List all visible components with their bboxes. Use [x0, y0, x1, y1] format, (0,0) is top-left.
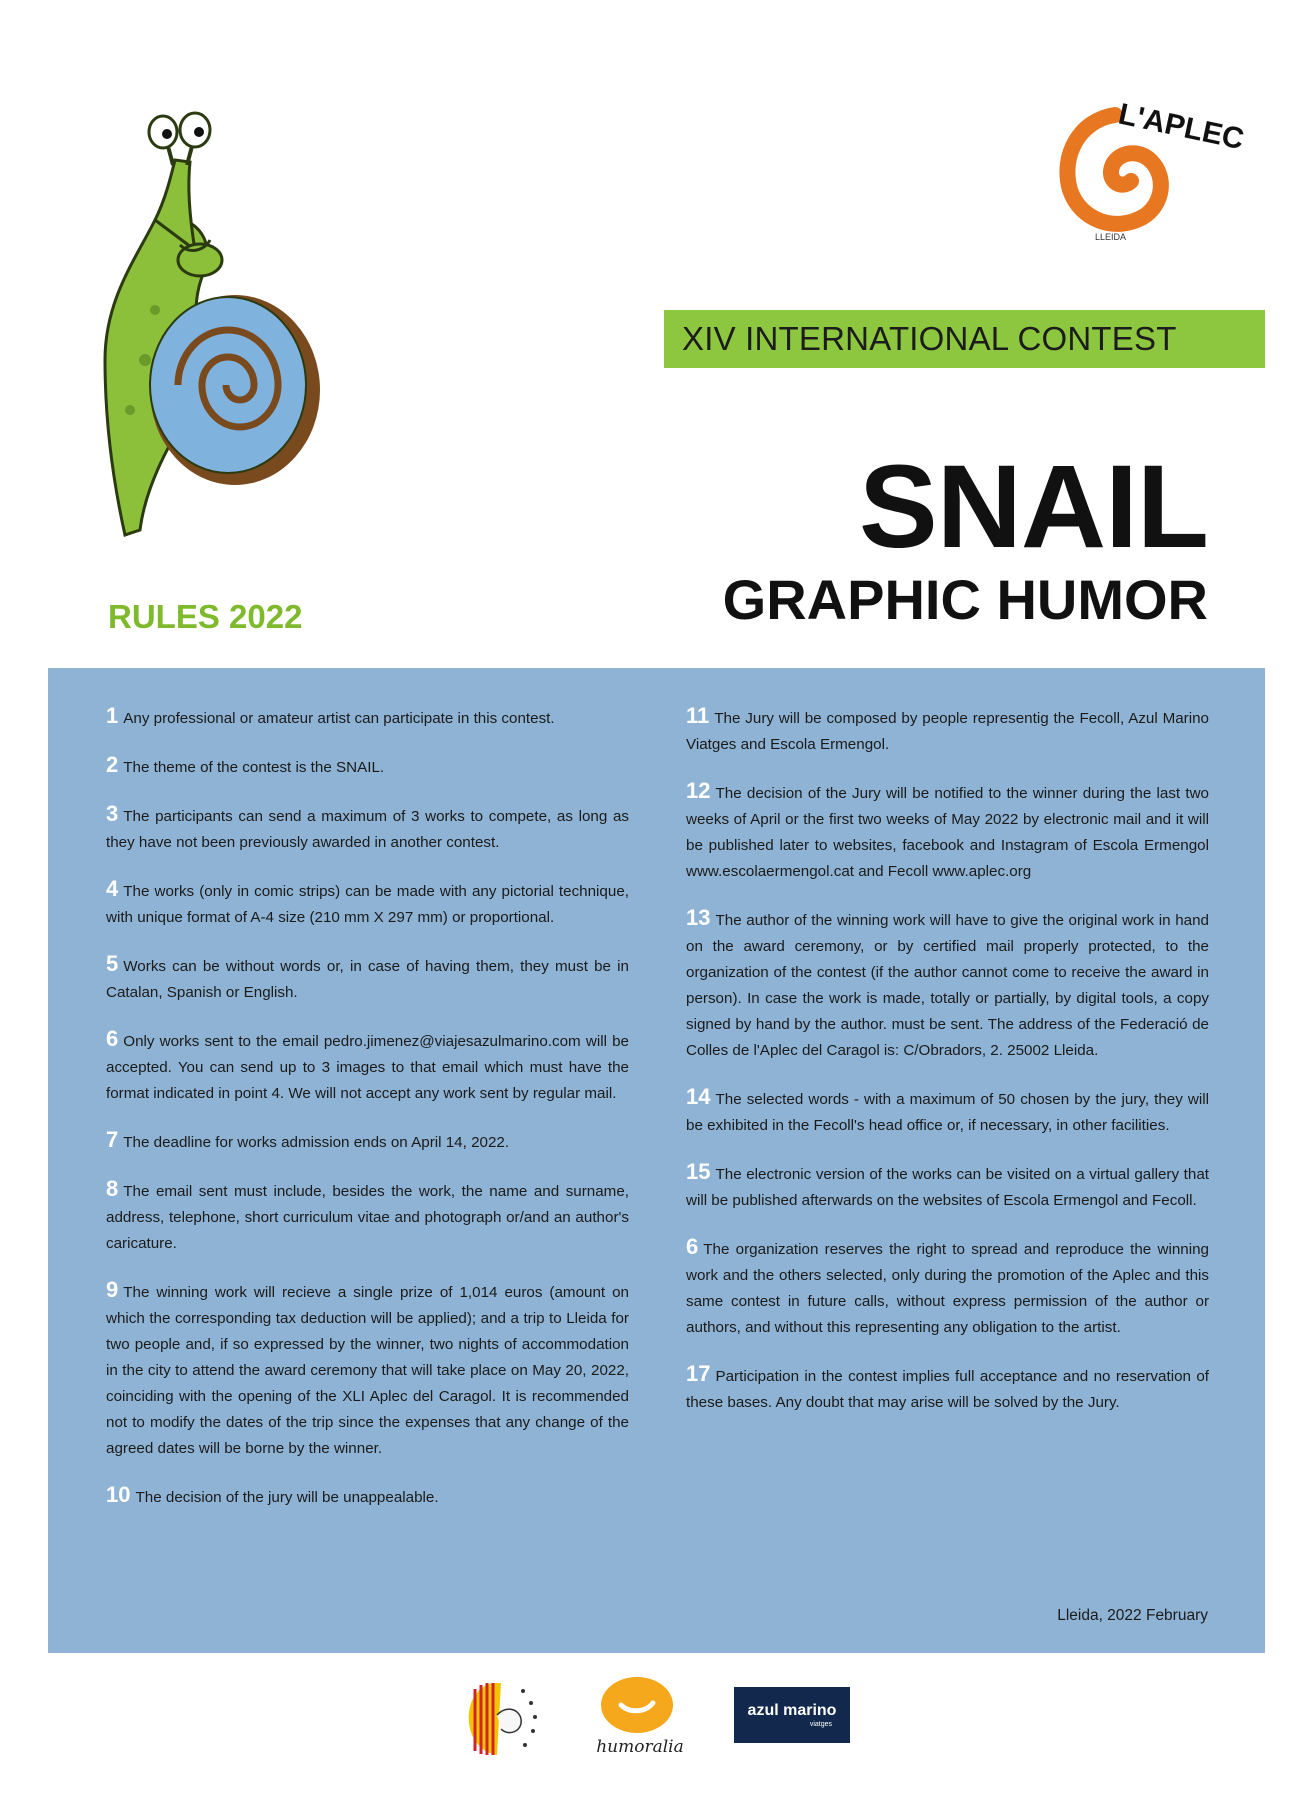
rule-item [686, 1084, 1209, 1139]
rule-number: 6 [106, 1026, 119, 1051]
rule-text: The theme of the contest is the SNAIL. [123, 759, 385, 776]
rule-number: 11 [686, 703, 710, 728]
rules-column-left [106, 703, 629, 1531]
humoralia-sponsor-logo [585, 1675, 695, 1765]
rule-item [106, 1176, 629, 1257]
rule-item [106, 1026, 629, 1107]
rule-number: 13 [686, 905, 711, 930]
rule-text: The decision of the jury will be unappealable. [135, 1489, 439, 1506]
rule-item [106, 1277, 629, 1462]
rule-item [106, 1482, 629, 1511]
rule-text: Any professional or amateur artist can participate in this contest. [123, 710, 555, 727]
rule-number: 5 [106, 951, 119, 976]
rule-number: 1 [106, 703, 119, 728]
aplec-lleida-logo [1055, 95, 1247, 245]
rule-number: 2 [106, 752, 119, 777]
rule-item [686, 1234, 1209, 1341]
rule-text: The winning work will recieve a single prize of 1,014 euros (amount on which the corresponding tax deduction will be applied); and a trip to Lleida for two people and, if so expressed by the winner, two nights of accommodation in the city to attend the award ceremony that will take place on May 20, 2022, coinciding with the opening of the XLI Aplec del Caragol. It is recommended not to modify the dates of the trip since the expenses that any change of the agreed dates will be borne by the winner. [106, 1284, 629, 1457]
snail-mascot-illustration [95, 110, 325, 540]
rule-item [106, 752, 629, 781]
rule-item [106, 876, 629, 931]
rule-number: 15 [686, 1159, 711, 1184]
rule-item [686, 703, 1209, 758]
rule-text: Only works sent to the email pedro.jimenez@viajesazulmarino.com will be accepted. You can send up to 3 images to that email which must have the format indicated in point 4. We will not accept any work sent by regular mail. [106, 1033, 629, 1102]
rule-text: The electronic version of the works can be visited on a virtual gallery that will be published afterwards on the websites of Escola Ermengol and Fecoll. [686, 1166, 1209, 1209]
rule-number: 12 [686, 778, 711, 803]
rule-text: Works can be without words or, in case of having them, they must be in Catalan, Spanish or English. [106, 958, 629, 1001]
humoralia-wordmark: humoralia [596, 1737, 684, 1757]
rule-number: 14 [686, 1084, 711, 1109]
rule-item [106, 801, 629, 856]
rules-column-right [686, 703, 1209, 1436]
rule-item [686, 905, 1209, 1064]
aplec-logo-city: LLEIDA [1095, 232, 1127, 242]
contest-banner-text: XIV INTERNATIONAL CONTEST [682, 320, 1177, 357]
date-line: Lleida, 2022 February [1057, 1607, 1208, 1624]
rule-text: The organization reserves the right to spread and reproduce the winning work and the others selected, only during the promotion of the Aplec and this same contest in future calls, without express permission of the author or authors, and without this representing any obligation to the artist. [686, 1241, 1209, 1336]
rule-item [686, 778, 1209, 885]
azul-marino-sponsor-logo [734, 1687, 850, 1743]
rule-number: 4 [106, 876, 119, 901]
rule-text: The decision of the Jury will be notified to the winner during the last two weeks of April or the first two weeks of May 2022 by electronic mail and it will be published later to websites, facebook and Instagram of Escola Ermengol www.escolaermengol.cat and Fecoll www.aplec.org [686, 785, 1209, 880]
rule-item [106, 1127, 629, 1156]
rule-item [686, 1361, 1209, 1416]
humoralia-emblem-icon [585, 1675, 695, 1737]
azul-marino-subtitle: viatges [809, 1720, 832, 1728]
rule-text: The selected words - with a maximum of 50 chosen by the jury, they will be exhibited in the Fecoll's head office or, if necessary, in other facilities. [686, 1091, 1209, 1134]
rule-text: The deadline for works admission ends on April 14, 2022. [123, 1134, 510, 1151]
rule-text: Participation in the contest implies full acceptance and no reservation of these bases. Any doubt that may arise will be solved by the Jury. [686, 1368, 1209, 1411]
rule-number: 7 [106, 1127, 119, 1152]
contest-banner [664, 310, 1265, 368]
azul-marino-wordmark: azul marino [747, 1701, 837, 1719]
rule-text: The Jury will be composed by people representig the Fecoll, Azul Marino Viatges and Escola Ermengol. [686, 710, 1209, 753]
rule-text: The participants can send a maximum of 3 works to compete, as long as they have not been previously awarded in another contest. [106, 808, 629, 851]
rule-text: The email sent must include, besides the work, the name and surname, address, telephone, short curriculum vitae and photograph or/and an author's caricature. [106, 1183, 629, 1252]
rule-item [686, 1159, 1209, 1214]
rule-item [106, 951, 629, 1006]
svg-text:L'APLEC: L'APLEC [1115, 97, 1247, 157]
rule-number: 8 [106, 1176, 119, 1201]
page-title: SNAIL [859, 441, 1208, 573]
rule-item [106, 703, 629, 732]
rule-number: 17 [686, 1361, 711, 1386]
rule-number: 10 [106, 1482, 131, 1507]
fecoll-sponsor-logo [463, 1675, 545, 1760]
rules-heading: RULES 2022 [108, 598, 303, 635]
rule-text: The author of the winning work will have to give the original work in hand on the award ceremony, or by certified mail properly protected, to the organization of the contest (if the author cannot come to receive the award in person). In case the work is made, totally or partially, by digital tools, a copy signed by hand by the author. must be sent. The address of the Federació de Colles de l'Aplec del Caragol is: C/Obradors, 2. 25002 Lleida. [686, 912, 1209, 1059]
rule-text: The works (only in comic strips) can be made with any pictorial technique, with unique format of A-4 size (210 mm X 297 mm) or proportional. [106, 883, 629, 926]
page-subtitle: GRAPHIC HUMOR [722, 568, 1208, 631]
rules-panel [48, 668, 1265, 1653]
rule-number: 6 [686, 1234, 699, 1259]
rule-number: 9 [106, 1277, 119, 1302]
rule-number: 3 [106, 801, 119, 826]
